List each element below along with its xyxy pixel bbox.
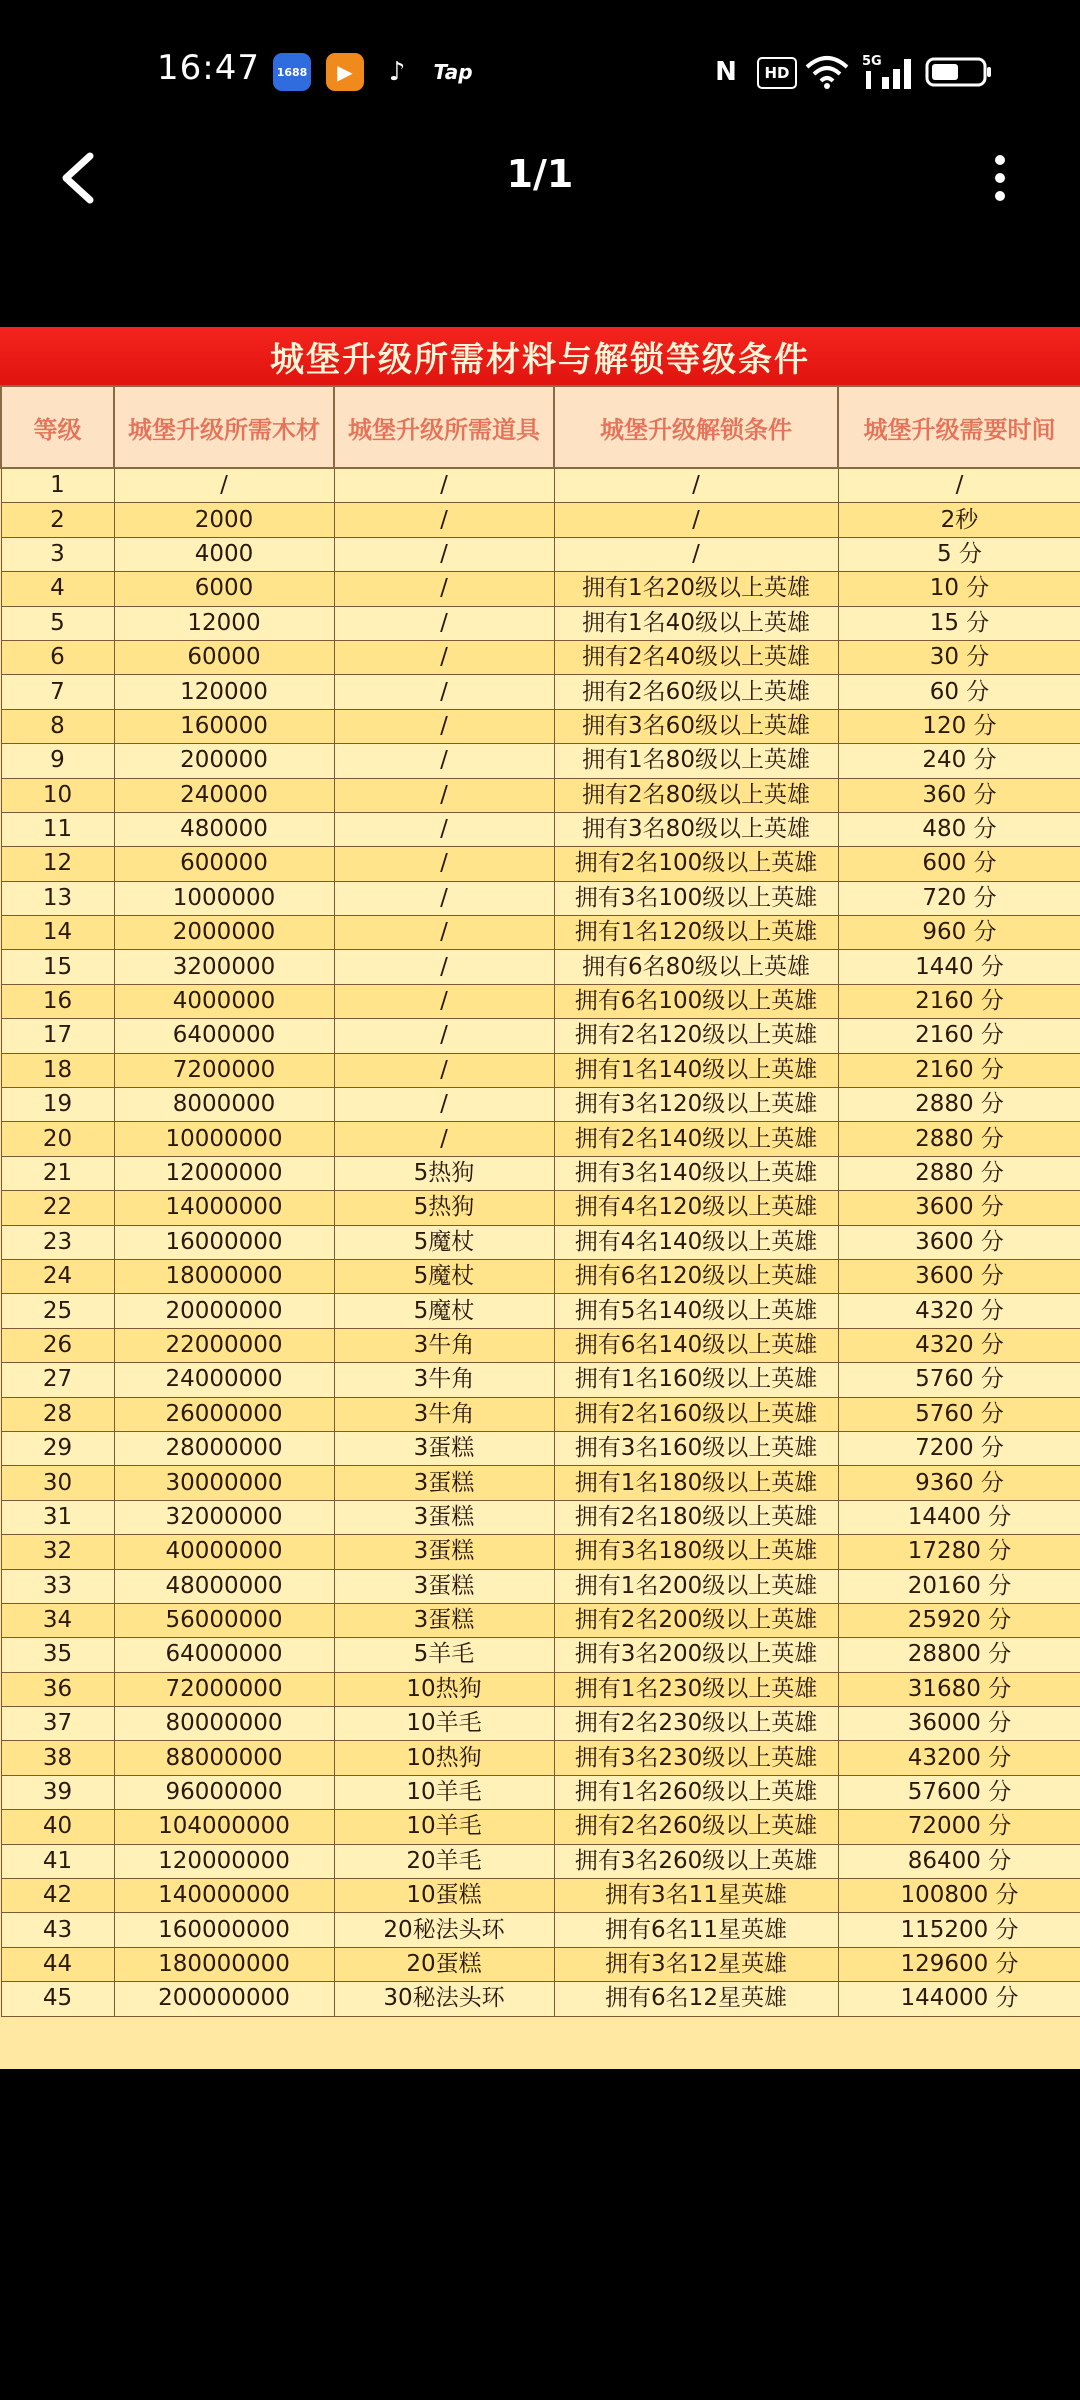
- cell-time: 5760 分: [838, 1363, 1080, 1397]
- table-row: [1, 572, 1080, 606]
- cell-items: /: [334, 1053, 554, 1087]
- cell-wood: 4000000: [114, 984, 334, 1018]
- cell-level: 43: [1, 1913, 114, 1947]
- cell-time: 86400 分: [838, 1844, 1080, 1878]
- cell-unlock: 拥有3名120级以上英雄: [554, 1088, 838, 1122]
- header-level: 等级: [1, 386, 114, 468]
- table-row: [1, 709, 1080, 743]
- table-row: [1, 675, 1080, 709]
- status-bar: [0, 0, 1080, 140]
- table-row: [1, 1707, 1080, 1741]
- cell-time: 144000 分: [838, 1982, 1080, 2016]
- table-row: [1, 1672, 1080, 1706]
- cell-unlock: 拥有1名200级以上英雄: [554, 1569, 838, 1603]
- cell-time: 7200 分: [838, 1431, 1080, 1465]
- table-row: [1, 1053, 1080, 1087]
- cell-items: /: [334, 1088, 554, 1122]
- cell-items: /: [334, 847, 554, 881]
- cell-items: /: [334, 468, 554, 503]
- cell-items: 3牛角: [334, 1397, 554, 1431]
- cell-level: 24: [1, 1259, 114, 1293]
- cell-wood: 14000000: [114, 1191, 334, 1225]
- more-vertical-icon: [980, 150, 1020, 210]
- header-unlock: 城堡升级解锁条件: [554, 386, 838, 468]
- cell-level: 9: [1, 744, 114, 778]
- header-wood: 城堡升级所需木材: [114, 386, 334, 468]
- cell-time: 115200 分: [838, 1913, 1080, 1947]
- cell-items: /: [334, 503, 554, 537]
- cell-level: 38: [1, 1741, 114, 1775]
- header-items: 城堡升级所需道具: [334, 386, 554, 468]
- cell-wood: 20000000: [114, 1294, 334, 1328]
- cell-unlock: /: [554, 468, 838, 503]
- cell-unlock: 拥有6名140级以上英雄: [554, 1328, 838, 1362]
- cell-level: 2: [1, 503, 114, 537]
- table-row: [1, 1019, 1080, 1053]
- cell-unlock: 拥有3名12星英雄: [554, 1947, 838, 1981]
- cell-items: /: [334, 709, 554, 743]
- cell-time: 4320 分: [838, 1328, 1080, 1362]
- cell-time: 3600 分: [838, 1191, 1080, 1225]
- cell-wood: 26000000: [114, 1397, 334, 1431]
- header-time: 城堡升级需要时间: [838, 386, 1080, 468]
- cell-wood: 200000: [114, 744, 334, 778]
- cell-wood: 2000: [114, 503, 334, 537]
- cell-items: 10蛋糕: [334, 1879, 554, 1913]
- cell-wood: 160000000: [114, 1913, 334, 1947]
- cell-wood: 30000000: [114, 1466, 334, 1500]
- cell-wood: /: [114, 468, 334, 503]
- cell-time: 129600 分: [838, 1947, 1080, 1981]
- cell-wood: 200000000: [114, 1982, 334, 2016]
- cell-level: 21: [1, 1156, 114, 1190]
- table-row: [1, 847, 1080, 881]
- cell-time: 4320 分: [838, 1294, 1080, 1328]
- cell-level: 4: [1, 572, 114, 606]
- table-row: [1, 1328, 1080, 1362]
- cell-unlock: 拥有6名120级以上英雄: [554, 1259, 838, 1293]
- cell-unlock: 拥有3名180级以上英雄: [554, 1535, 838, 1569]
- cell-time: 2160 分: [838, 1019, 1080, 1053]
- cell-level: 35: [1, 1638, 114, 1672]
- cell-level: 30: [1, 1466, 114, 1500]
- cell-unlock: 拥有1名120级以上英雄: [554, 916, 838, 950]
- cell-items: 10羊毛: [334, 1775, 554, 1809]
- cell-unlock: 拥有3名100级以上英雄: [554, 881, 838, 915]
- cell-time: 2880 分: [838, 1122, 1080, 1156]
- cell-time: 17280 分: [838, 1535, 1080, 1569]
- cell-wood: 64000000: [114, 1638, 334, 1672]
- cell-time: 15 分: [838, 606, 1080, 640]
- cell-unlock: 拥有3名11星英雄: [554, 1879, 838, 1913]
- cell-level: 20: [1, 1122, 114, 1156]
- cell-unlock: 拥有4名120级以上英雄: [554, 1191, 838, 1225]
- cell-wood: 80000000: [114, 1707, 334, 1741]
- cell-wood: 4000: [114, 537, 334, 571]
- cell-items: 3牛角: [334, 1328, 554, 1362]
- cell-time: 30 分: [838, 640, 1080, 674]
- cell-items: 5热狗: [334, 1191, 554, 1225]
- cell-unlock: 拥有3名160级以上英雄: [554, 1431, 838, 1465]
- cell-wood: 48000000: [114, 1569, 334, 1603]
- cell-level: 14: [1, 916, 114, 950]
- table-body: [1, 468, 1080, 2016]
- table-row: [1, 1603, 1080, 1637]
- cell-wood: 120000: [114, 675, 334, 709]
- cell-wood: 22000000: [114, 1328, 334, 1362]
- cell-level: 11: [1, 812, 114, 846]
- cell-items: 10羊毛: [334, 1707, 554, 1741]
- cell-time: 3600 分: [838, 1259, 1080, 1293]
- cell-level: 8: [1, 709, 114, 743]
- cell-level: 31: [1, 1500, 114, 1534]
- cell-level: 40: [1, 1810, 114, 1844]
- cell-unlock: 拥有1名160级以上英雄: [554, 1363, 838, 1397]
- cell-time: 600 分: [838, 847, 1080, 881]
- cell-unlock: 拥有2名160级以上英雄: [554, 1397, 838, 1431]
- table-row: [1, 1397, 1080, 1431]
- cell-level: 25: [1, 1294, 114, 1328]
- cell-time: /: [838, 468, 1080, 503]
- cell-time: 9360 分: [838, 1466, 1080, 1500]
- cell-unlock: 拥有6名80级以上英雄: [554, 950, 838, 984]
- cell-time: 1440 分: [838, 950, 1080, 984]
- table-row: [1, 1844, 1080, 1878]
- cell-level: 19: [1, 1088, 114, 1122]
- cell-items: 3蛋糕: [334, 1431, 554, 1465]
- cell-level: 29: [1, 1431, 114, 1465]
- cell-unlock: 拥有1名80级以上英雄: [554, 744, 838, 778]
- cell-time: 2160 分: [838, 1053, 1080, 1087]
- table-row: [1, 640, 1080, 674]
- cell-unlock: 拥有2名260级以上英雄: [554, 1810, 838, 1844]
- table-row: [1, 1535, 1080, 1569]
- table-row: [1, 1122, 1080, 1156]
- cell-time: 2880 分: [838, 1088, 1080, 1122]
- cell-level: 34: [1, 1603, 114, 1637]
- table-row: [1, 1775, 1080, 1809]
- cell-time: 2880 分: [838, 1156, 1080, 1190]
- cell-level: 32: [1, 1535, 114, 1569]
- cell-time: 28800 分: [838, 1638, 1080, 1672]
- back-button[interactable]: [52, 148, 112, 208]
- cell-unlock: 拥有6名100级以上英雄: [554, 984, 838, 1018]
- cell-time: 5 分: [838, 537, 1080, 571]
- cell-items: /: [334, 916, 554, 950]
- cell-items: /: [334, 675, 554, 709]
- cell-time: 31680 分: [838, 1672, 1080, 1706]
- cell-items: /: [334, 1019, 554, 1053]
- cell-items: 10羊毛: [334, 1810, 554, 1844]
- cell-level: 26: [1, 1328, 114, 1362]
- cell-unlock: 拥有3名200级以上英雄: [554, 1638, 838, 1672]
- cell-items: 10热狗: [334, 1741, 554, 1775]
- table-row: [1, 503, 1080, 537]
- cell-items: 5魔杖: [334, 1225, 554, 1259]
- cell-level: 3: [1, 537, 114, 571]
- cell-items: 3蛋糕: [334, 1603, 554, 1637]
- cell-items: 3蛋糕: [334, 1535, 554, 1569]
- cell-items: 5热狗: [334, 1156, 554, 1190]
- cell-time: 5760 分: [838, 1397, 1080, 1431]
- cell-unlock: 拥有3名260级以上英雄: [554, 1844, 838, 1878]
- cell-level: 16: [1, 984, 114, 1018]
- cell-unlock: 拥有1名140级以上英雄: [554, 1053, 838, 1087]
- cell-level: 1: [1, 468, 114, 503]
- chevron-left-icon: [52, 148, 112, 208]
- cell-level: 23: [1, 1225, 114, 1259]
- cell-level: 7: [1, 675, 114, 709]
- cell-items: 5羊毛: [334, 1638, 554, 1672]
- cell-time: 25920 分: [838, 1603, 1080, 1637]
- cell-time: 2秒: [838, 503, 1080, 537]
- hd-icon: HD: [757, 57, 797, 89]
- cell-unlock: /: [554, 503, 838, 537]
- cell-wood: 120000000: [114, 1844, 334, 1878]
- cell-wood: 18000000: [114, 1259, 334, 1293]
- table-row: [1, 916, 1080, 950]
- cell-unlock: 拥有2名230级以上英雄: [554, 1707, 838, 1741]
- cell-level: 27: [1, 1363, 114, 1397]
- cell-unlock: 拥有1名40级以上英雄: [554, 606, 838, 640]
- cell-level: 18: [1, 1053, 114, 1087]
- cell-unlock: 拥有6名11星英雄: [554, 1913, 838, 1947]
- table-row: [1, 950, 1080, 984]
- cell-level: 15: [1, 950, 114, 984]
- cell-items: /: [334, 606, 554, 640]
- cell-time: 20160 分: [838, 1569, 1080, 1603]
- cell-wood: 140000000: [114, 1879, 334, 1913]
- cell-unlock: 拥有1名230级以上英雄: [554, 1672, 838, 1706]
- cell-wood: 60000: [114, 640, 334, 674]
- table-row: [1, 881, 1080, 915]
- cell-wood: 160000: [114, 709, 334, 743]
- table-row: [1, 1431, 1080, 1465]
- cell-items: /: [334, 1122, 554, 1156]
- cell-unlock: 拥有1名20级以上英雄: [554, 572, 838, 606]
- table-row: [1, 1741, 1080, 1775]
- table-row: [1, 1191, 1080, 1225]
- cell-unlock: 拥有2名140级以上英雄: [554, 1122, 838, 1156]
- cell-items: 30秘法头环: [334, 1982, 554, 2016]
- cell-level: 39: [1, 1775, 114, 1809]
- cell-items: 3牛角: [334, 1363, 554, 1397]
- cell-unlock: 拥有4名140级以上英雄: [554, 1225, 838, 1259]
- cell-unlock: 拥有2名60级以上英雄: [554, 675, 838, 709]
- cell-time: 36000 分: [838, 1707, 1080, 1741]
- table-row: [1, 1294, 1080, 1328]
- app-1688-icon: 1688: [273, 53, 311, 91]
- cell-level: 28: [1, 1397, 114, 1431]
- cell-items: 3蛋糕: [334, 1569, 554, 1603]
- table-row: [1, 1638, 1080, 1672]
- cell-unlock: 拥有3名230级以上英雄: [554, 1741, 838, 1775]
- cell-items: 5魔杖: [334, 1259, 554, 1293]
- cell-unlock: 拥有2名200级以上英雄: [554, 1603, 838, 1637]
- table-row: [1, 1947, 1080, 1981]
- cell-level: 42: [1, 1879, 114, 1913]
- cell-time: 72000 分: [838, 1810, 1080, 1844]
- table-row: [1, 537, 1080, 571]
- cell-unlock: 拥有2名120级以上英雄: [554, 1019, 838, 1053]
- cell-time: 2160 分: [838, 984, 1080, 1018]
- table-row: [1, 468, 1080, 503]
- cell-items: /: [334, 744, 554, 778]
- cell-time: 720 分: [838, 881, 1080, 915]
- cell-unlock: 拥有1名180级以上英雄: [554, 1466, 838, 1500]
- table-row: [1, 1569, 1080, 1603]
- cell-unlock: 拥有5名140级以上英雄: [554, 1294, 838, 1328]
- cell-wood: 2000000: [114, 916, 334, 950]
- nfc-icon: N: [715, 57, 737, 87]
- table-row: [1, 606, 1080, 640]
- cell-wood: 88000000: [114, 1741, 334, 1775]
- table-row: [1, 1810, 1080, 1844]
- cell-level: 45: [1, 1982, 114, 2016]
- cell-wood: 6400000: [114, 1019, 334, 1053]
- cell-unlock: 拥有6名12星英雄: [554, 1982, 838, 2016]
- cell-wood: 7200000: [114, 1053, 334, 1087]
- cell-wood: 600000: [114, 847, 334, 881]
- table-row: [1, 1088, 1080, 1122]
- cell-time: 240 分: [838, 744, 1080, 778]
- cell-time: 100800 分: [838, 1879, 1080, 1913]
- cell-level: 44: [1, 1947, 114, 1981]
- cell-level: 41: [1, 1844, 114, 1878]
- cell-items: 20蛋糕: [334, 1947, 554, 1981]
- wifi-icon: [805, 52, 849, 92]
- cell-wood: 72000000: [114, 1672, 334, 1706]
- image-viewer[interactable]: [0, 327, 1080, 2069]
- more-button[interactable]: [980, 150, 1020, 210]
- cell-time: 3600 分: [838, 1225, 1080, 1259]
- battery-icon: [925, 52, 995, 92]
- cell-level: 12: [1, 847, 114, 881]
- cell-unlock: 拥有3名140级以上英雄: [554, 1156, 838, 1190]
- table-header-row: [1, 386, 1080, 468]
- cell-wood: 24000000: [114, 1363, 334, 1397]
- cell-items: /: [334, 950, 554, 984]
- cell-items: /: [334, 537, 554, 571]
- cell-unlock: 拥有3名60级以上英雄: [554, 709, 838, 743]
- table-row: [1, 1259, 1080, 1293]
- cell-wood: 104000000: [114, 1810, 334, 1844]
- cell-level: 17: [1, 1019, 114, 1053]
- table-row: [1, 812, 1080, 846]
- cell-level: 36: [1, 1672, 114, 1706]
- table-row: [1, 1156, 1080, 1190]
- cell-time: 360 分: [838, 778, 1080, 812]
- cell-wood: 28000000: [114, 1431, 334, 1465]
- svg-text:5G: 5G: [862, 54, 882, 69]
- cell-wood: 10000000: [114, 1122, 334, 1156]
- cell-wood: 96000000: [114, 1775, 334, 1809]
- signal-5g-icon: [862, 52, 914, 92]
- cell-wood: 8000000: [114, 1088, 334, 1122]
- cell-wood: 16000000: [114, 1225, 334, 1259]
- cell-level: 6: [1, 640, 114, 674]
- cell-unlock: 拥有1名260级以上英雄: [554, 1775, 838, 1809]
- table-row: [1, 1225, 1080, 1259]
- cell-level: 13: [1, 881, 114, 915]
- table-row: [1, 1363, 1080, 1397]
- cell-items: 3蛋糕: [334, 1500, 554, 1534]
- cell-level: 5: [1, 606, 114, 640]
- tiktok-icon: ♪: [378, 53, 416, 91]
- cell-items: /: [334, 572, 554, 606]
- cell-unlock: 拥有2名100级以上英雄: [554, 847, 838, 881]
- cell-items: /: [334, 984, 554, 1018]
- status-time: 16:47: [157, 48, 260, 88]
- cell-wood: 32000000: [114, 1500, 334, 1534]
- cell-unlock: 拥有2名40级以上英雄: [554, 640, 838, 674]
- cell-items: /: [334, 640, 554, 674]
- cell-items: 20秘法头环: [334, 1913, 554, 1947]
- cell-wood: 56000000: [114, 1603, 334, 1637]
- cell-items: 3蛋糕: [334, 1466, 554, 1500]
- cell-level: 37: [1, 1707, 114, 1741]
- page-counter: 1/1: [506, 152, 574, 196]
- video-app-icon: ▶: [326, 53, 364, 91]
- cell-time: 120 分: [838, 709, 1080, 743]
- table-row: [1, 778, 1080, 812]
- cell-level: 33: [1, 1569, 114, 1603]
- cell-time: 57600 分: [838, 1775, 1080, 1809]
- cell-wood: 12000: [114, 606, 334, 640]
- cell-unlock: 拥有2名180级以上英雄: [554, 1500, 838, 1534]
- cell-time: 43200 分: [838, 1741, 1080, 1775]
- table-row: [1, 984, 1080, 1018]
- cell-items: /: [334, 881, 554, 915]
- cell-items: 20羊毛: [334, 1844, 554, 1878]
- cell-unlock: 拥有3名80级以上英雄: [554, 812, 838, 846]
- table-row: [1, 1466, 1080, 1500]
- cell-wood: 480000: [114, 812, 334, 846]
- cell-wood: 40000000: [114, 1535, 334, 1569]
- cell-unlock: 拥有2名80级以上英雄: [554, 778, 838, 812]
- cell-wood: 180000000: [114, 1947, 334, 1981]
- table-row: [1, 1982, 1080, 2016]
- cell-wood: 12000000: [114, 1156, 334, 1190]
- cell-items: 10热狗: [334, 1672, 554, 1706]
- cell-time: 14400 分: [838, 1500, 1080, 1534]
- cell-time: 960 分: [838, 916, 1080, 950]
- cell-items: /: [334, 812, 554, 846]
- table-row: [1, 744, 1080, 778]
- upgrade-table: [0, 385, 1080, 2017]
- table-row: [1, 1500, 1080, 1534]
- cell-items: /: [334, 778, 554, 812]
- table-title: 城堡升级所需材料与解锁等级条件: [0, 327, 1080, 385]
- cell-wood: 6000: [114, 572, 334, 606]
- cell-wood: 240000: [114, 778, 334, 812]
- cell-unlock: /: [554, 537, 838, 571]
- table-row: [1, 1879, 1080, 1913]
- cell-level: 22: [1, 1191, 114, 1225]
- cell-time: 60 分: [838, 675, 1080, 709]
- tap-app-icon: Tap: [433, 60, 473, 84]
- cell-time: 480 分: [838, 812, 1080, 846]
- table-row: [1, 1913, 1080, 1947]
- cell-wood: 3200000: [114, 950, 334, 984]
- cell-wood: 1000000: [114, 881, 334, 915]
- cell-time: 10 分: [838, 572, 1080, 606]
- cell-level: 10: [1, 778, 114, 812]
- cell-items: 5魔杖: [334, 1294, 554, 1328]
